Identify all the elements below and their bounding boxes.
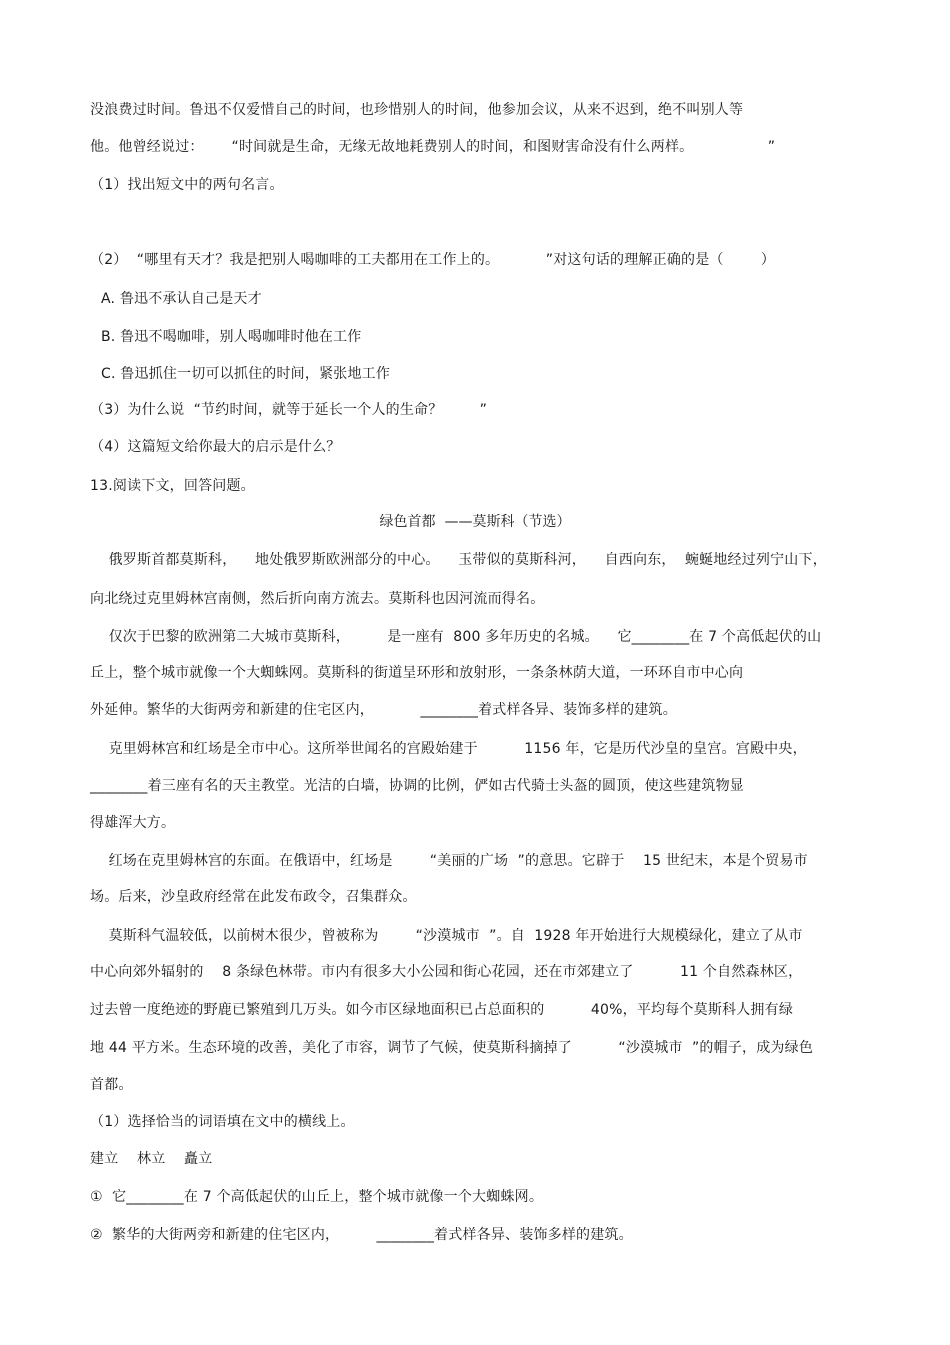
paragraph-2-line: 仅次于巴黎的欧洲第二大城市莫斯科， 是一座有 800 多年历史的名城。 它________在 7 个高低起伏的山 (90, 629, 822, 645)
fill-item-2: ② 繁华的大街两旁和新建的住宅区内， ________着式样各异、装饰多样的建筑。 (90, 1227, 633, 1243)
question-13-1: （1）选择恰当的词语填在文中的横线上。 (90, 1114, 355, 1130)
fill-item-1: ① 它________在 7 个高低起伏的山丘上，整个城市就像一个大蜘蛛网。 (90, 1189, 544, 1205)
option-c: C. 鲁迅抓住一切可以抓住的时间，紧张地工作 (101, 366, 391, 382)
question-12-2: （2） “哪里有天才？我是把别人喝咖啡的工夫都用在工作上的。 ”对这句话的理解正确的是（ ） (90, 252, 776, 268)
paragraph-1-line: 俄罗斯首都莫斯科， 地处俄罗斯欧洲部分的中心。 玉带似的莫斯科河， 自西向东， 蜿蜒地经过列宁山下， (90, 552, 827, 568)
question-12-3: （3）为什么说 “节约时间，就等于延长一个人的生命？ ” (90, 402, 488, 418)
passage-line: 没浪费过时间。鲁迅不仅爱惜自己的时间，也珍惜别人的时间，他参加会议，从来不迟到，绝不叫别人等 (90, 102, 744, 118)
paragraph-3-line: ________着三座有名的天主教堂。光洁的白墙，协调的比例，俨如古代骑士头盔的圆顶，使这些建筑物显 (90, 778, 744, 794)
question-13-heading: 13.阅读下文，回答问题。 (90, 478, 255, 494)
paragraph-2-line: 丘上，整个城市就像一个大蜘蛛网。莫斯科的街道呈环形和放射形，一条条林荫大道，一环环自市中心向 (90, 665, 744, 681)
paragraph-5-line: 首都。 (90, 1077, 133, 1093)
option-b: B. 鲁迅不喝咖啡，别人喝咖啡时他在工作 (101, 329, 362, 345)
paragraph-2-line: 外延伸。繁华的大街两旁和新建的住宅区内， ________着式样各异、装饰多样的建筑。 (90, 702, 677, 718)
option-a: A. 鲁迅不承认自己是天才 (101, 291, 262, 307)
paragraph-3-line: 得雄浑大方。 (90, 815, 176, 831)
paragraph-4-line: 红场在克里姆林宫的东面。在俄语中，红场是 “美丽的广场 ”的意思。它辟于 15 世纪末，本是个贸易市 (90, 853, 808, 869)
word-choices: 建立 林立 矗立 (90, 1151, 213, 1167)
question-12-4: （4）这篇短文给你最大的启示是什么？ (90, 439, 341, 455)
paragraph-5-line: 地 44 平方米。生态环境的改善，美化了市容，调节了气候，使莫斯科摘掉了 “沙漠城市 ”的帽子，成为绿色 (90, 1040, 814, 1056)
paragraph-4-line: 场。后来，沙皇政府经常在此发布政令，召集群众。 (90, 889, 417, 905)
paragraph-1-line: 向北绕过克里姆林宫南侧，然后折向南方流去。莫斯科也因河流而得名。 (90, 591, 545, 607)
paragraph-5-line: 过去曾一度绝迹的野鹿已繁殖到几万头。如今市区绿地面积已占总面积的 40%，平均每个莫斯科人拥有绿 (90, 1002, 794, 1018)
passage-line: 他。他曾经说过： “时间就是生命，无缘无故地耗费别人的时间，和图财害命没有什么两样。 ” (90, 139, 776, 155)
paragraph-5-line: 莫斯科气温较低，以前树木很少，曾被称为 “沙漠城市 ”。自 1928 年开始进行大规模绿化，建立了从市 (90, 928, 803, 944)
paragraph-5-line: 中心向郊外辐射的 8 条绿色林带。市内有很多大小公园和街心花园，还在市郊建立了 11 个自然森林区， (90, 964, 803, 980)
passage-title: 绿色首都 ——莫斯科（节选） (379, 514, 571, 530)
paragraph-3-line: 克里姆林宫和红场是全市中心。这所举世闻名的宫殿始建于 1156 年，它是历代沙皇的皇宫。宫殿中央， (90, 741, 807, 757)
question-12-1: （1）找出短文中的两句名言。 (90, 177, 284, 193)
